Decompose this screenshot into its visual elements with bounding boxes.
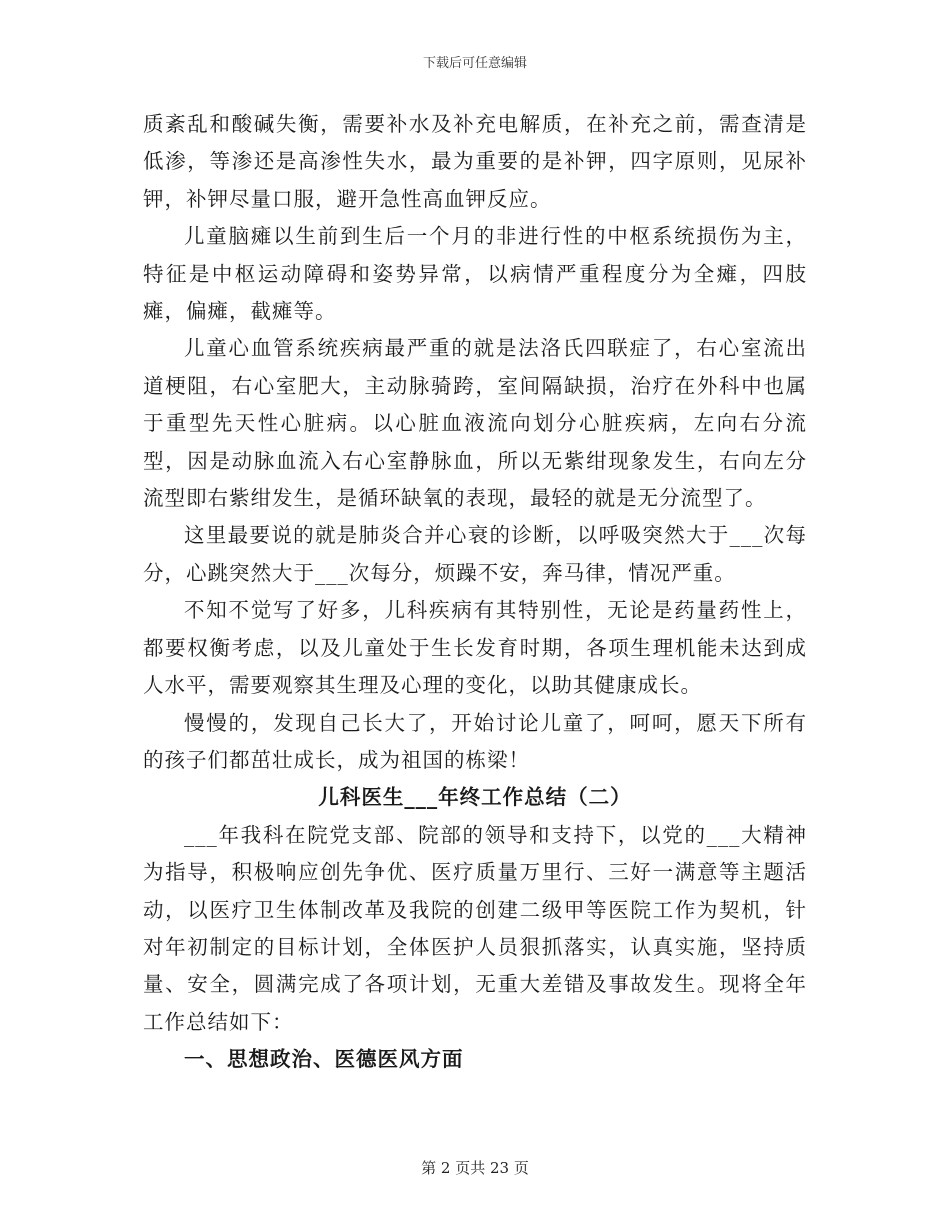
- paragraph-cerebral-palsy: 儿童脑瘫以生前到生后一个月的非进行性的中枢系统损伤为主，特征是中枢运动障碍和姿势异常，以病情严重程度分为全瘫，四肢瘫，偏瘫，截瘫等。: [143, 224, 807, 324]
- paragraph-electrolytes: 质紊乱和酸碱失衡，需要补水及补充电解质，在补充之前，需查清是低渗，等渗还是高渗性失水，最为重要的是补钾，四字原则，见尿补钾，补钾尽量口服，避开急性高血钾反应。: [143, 112, 807, 211]
- paragraph-cardiovascular: 儿童心血管系统疾病最严重的就是法洛氏四联症了，右心室流出道梗阻，右心室肥大，主动脉骑跨，室间隔缺损，治疗在外科中也属于重型先天性心脏病。以心脏血液流向划分心脏疾病，左向右分流型，因是动脉血流入右心室静脉血，所以无紫绀现象发生，右向左分流型即右紫绀发生，是循环缺氧的表现，最轻的就是无分流型了。: [143, 336, 807, 511]
- subheading: 一、思想政治、医德医风方面: [184, 1047, 464, 1072]
- page-header: 下载后可任意编辑: [422, 56, 527, 71]
- document-body: [143, 106, 807, 1079]
- paragraph-closing: 慢慢的，发现自己长大了，开始讨论儿童了，呵呵，愿天下所有的孩子们都茁壮成长，成为祖国的栋梁！: [143, 710, 807, 772]
- paragraph-pneumonia: 这里最要说的就是肺炎合并心衰的诊断，以呼吸突然大于___次每分，心跳突然大于___次每分，烦躁不安，奔马律，情况严重。: [143, 523, 807, 585]
- paragraph-summary-intro: ___年我科在院党支部、院部的领导和支持下，以党的___大精神为指导，积极响应创先争优、医疗质量万里行、三好一满意等主题活动，以医疗卫生体制改革及我院的创建二级甲等医院工作为契机，针对年初制定的目标计划，全体医护人员狠抓落实，认真实施，坚持质量、安全，圆满完成了各项计划，无重大差错及事故发生。现将全年工作总结如下：: [143, 822, 807, 1034]
- section-title: 儿科医生___年终工作总结（二）: [318, 785, 632, 810]
- paragraph-pediatric-specifics: 不知不觉写了好多，儿科疾病有其特别性，无论是药量药性上，都要权衡考虑，以及儿童处于生长发育时期，各项生理机能未达到成人水平，需要观察其生理及心理的变化，以助其健康成长。: [143, 598, 807, 698]
- page-footer: 第 2 页共 23 页: [421, 1159, 529, 1177]
